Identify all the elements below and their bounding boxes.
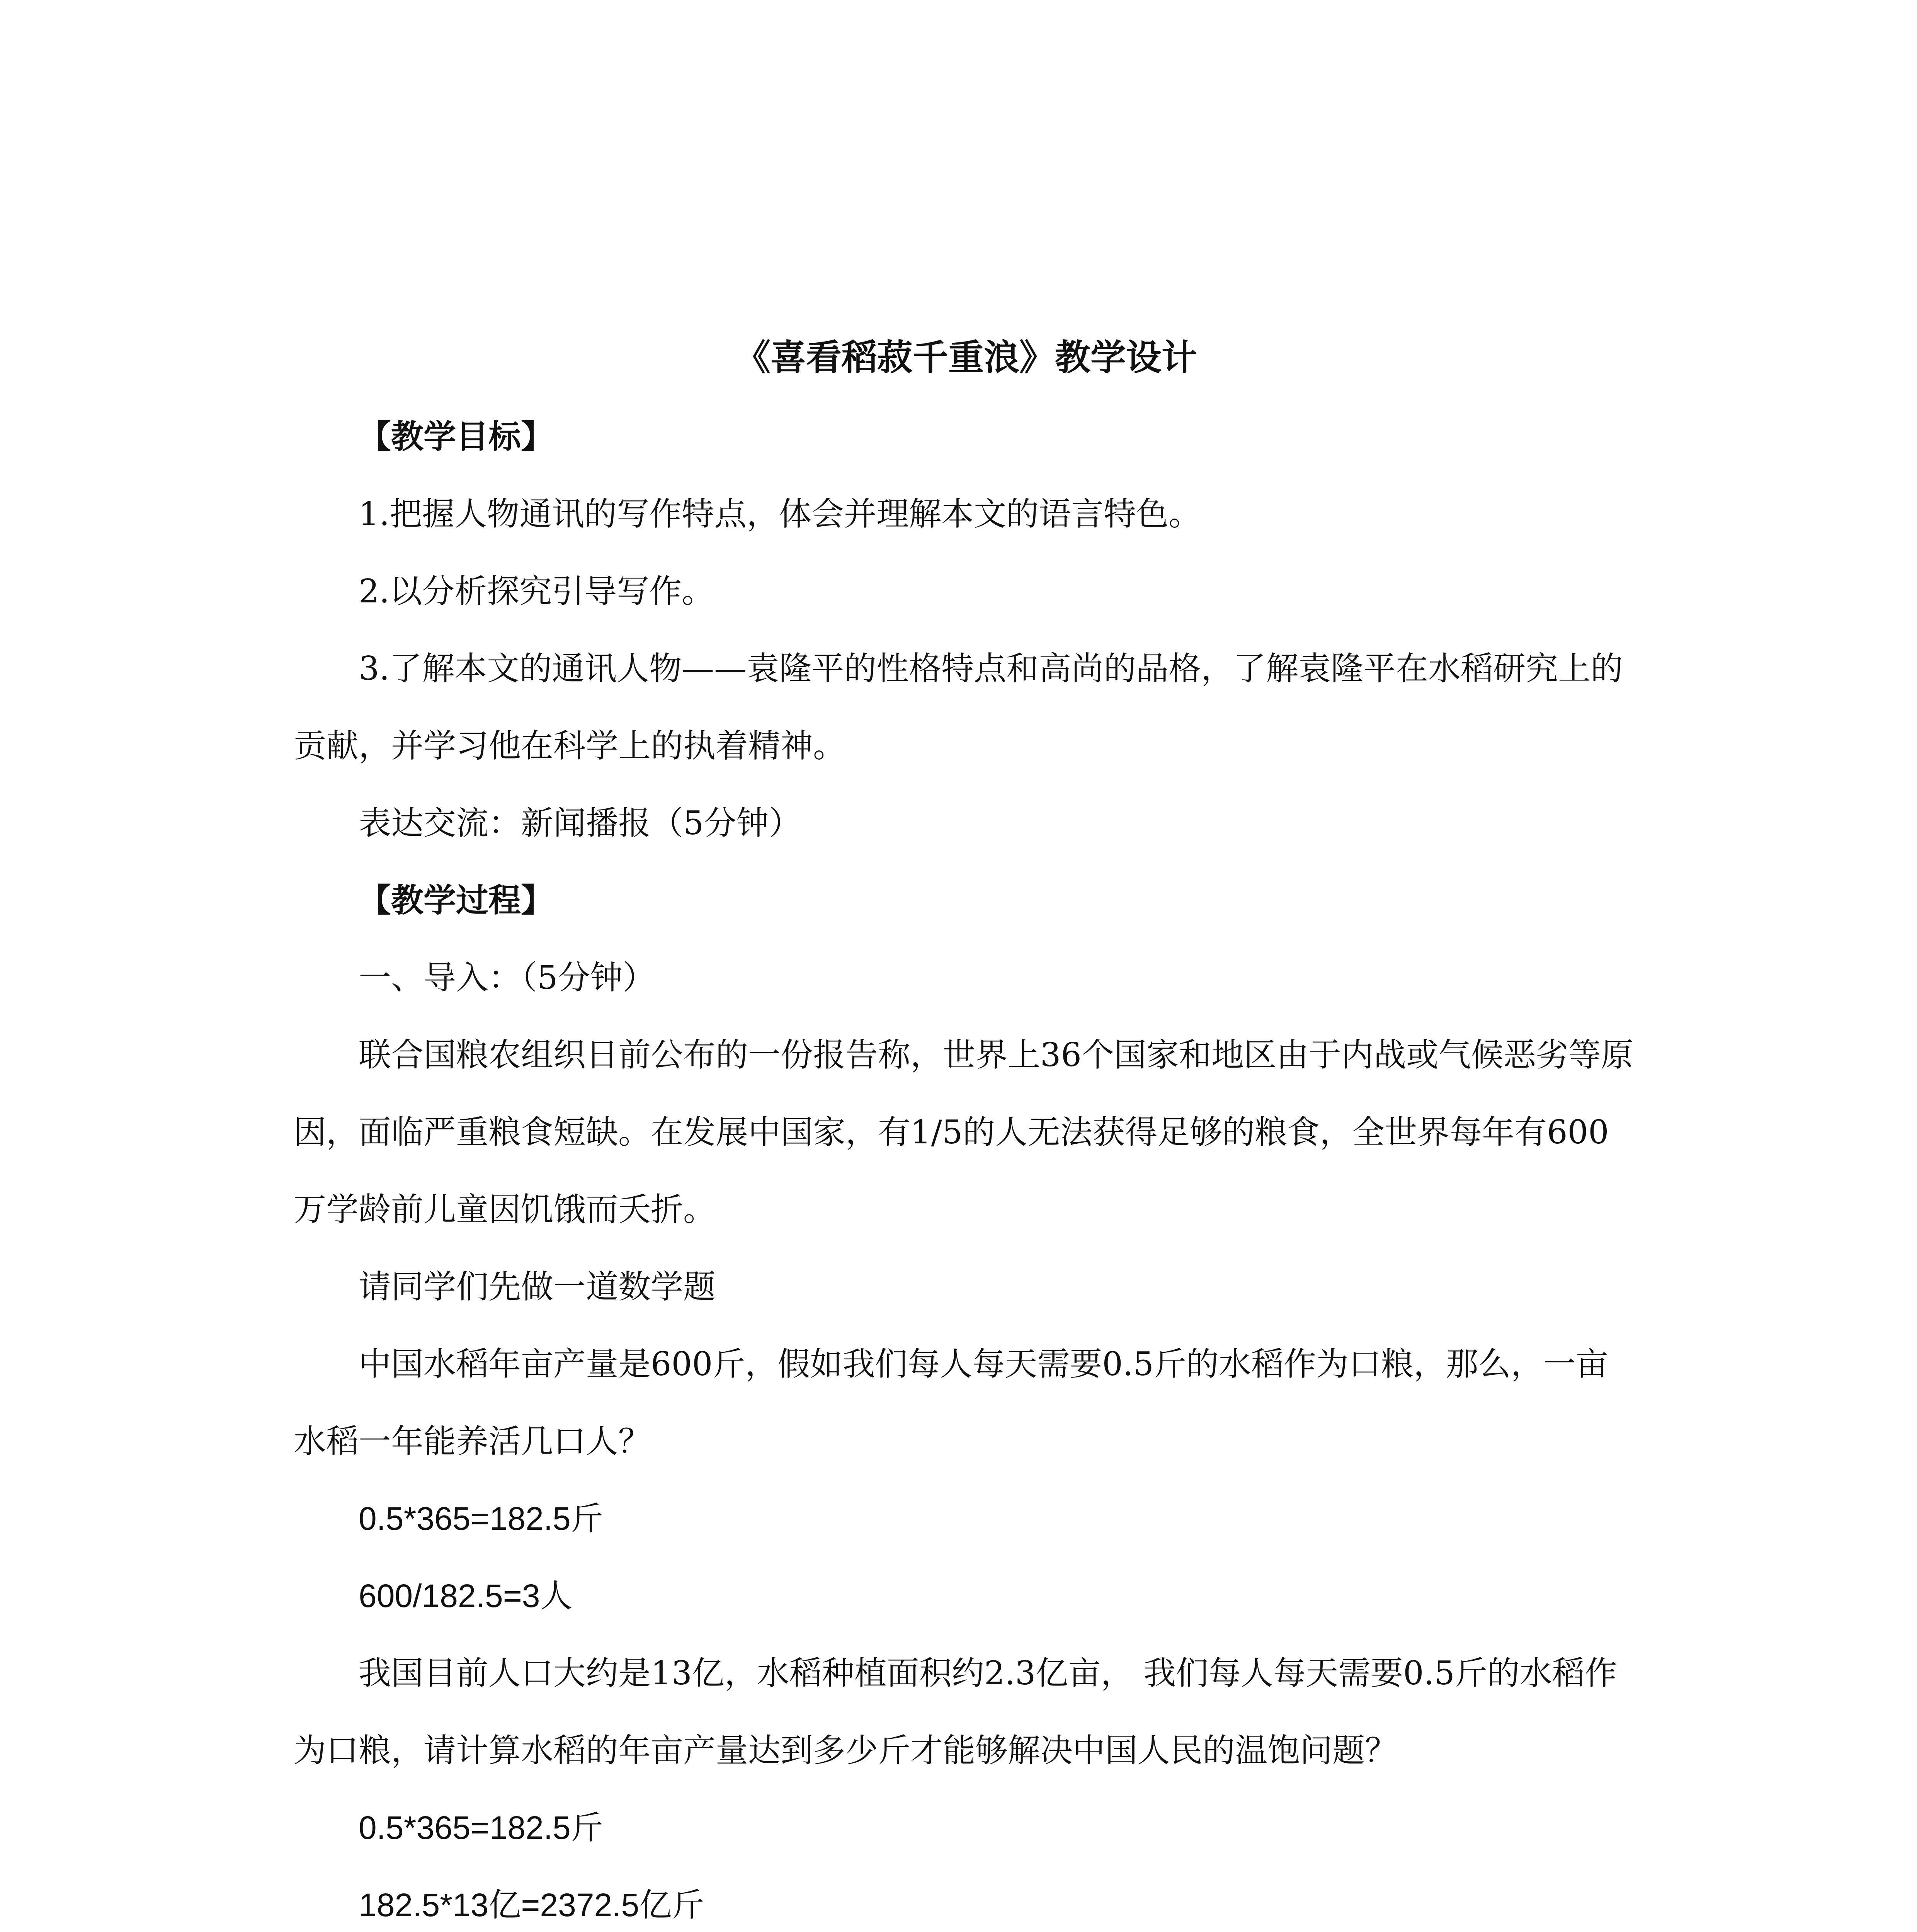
formula-line: 0.5*365=182.5斤 xyxy=(359,1500,603,1537)
document-body xyxy=(294,332,1638,1932)
paragraph: 2.以分析探究引导写作。 xyxy=(359,572,714,610)
section-heading: 【教学过程】 xyxy=(359,881,554,919)
paragraph: 请同学们先做一道数学题 xyxy=(359,1268,716,1306)
formula-line: 182.5*13亿=2372.5亿斤 xyxy=(359,1887,704,1923)
paragraph: 3.了解本文的通讯人物——袁隆平的性格特点和高尚的品格，了解袁隆平在水稻研究上的贡献，并学习他在科学上的执着精神。 xyxy=(294,650,1623,765)
paragraph: 我国目前人口大约是13亿，水稻种植面积约2.3亿亩， 我们每人每天需要0.5斤的水稻作为口粮，请计算水稻的年亩产量达到多少斤才能够解决中国人民的温饱问题？ xyxy=(294,1654,1617,1769)
paragraph-list xyxy=(294,398,1638,1932)
paragraph: 联合国粮农组织日前公布的一份报告称，世界上36个国家和地区由于内战或气候恶劣等原因，面临严重粮食短缺。在发展中国家，有1/5的人无法获得足够的粮食，全世界每年有600万学龄前儿童因饥饿而夭折。 xyxy=(294,1036,1633,1228)
formula-line: 600/182.5=3人 xyxy=(359,1578,573,1614)
paragraph: 1.把握人物通讯的写作特点，体会并理解本文的语言特色。 xyxy=(359,495,1201,533)
document-title: 《喜看稻菽千重浪》教学设计 xyxy=(735,337,1197,378)
section-heading: 【教学目标】 xyxy=(359,417,554,456)
paragraph: 中国水稻年亩产量是600斤，假如我们每人每天需要0.5斤的水稻作为口粮，那么，一亩水稻一年能养活几口人？ xyxy=(294,1345,1608,1460)
paragraph: 表达交流：新闻播报（5分钟） xyxy=(359,804,801,842)
formula-line: 0.5*365=182.5斤 xyxy=(359,1810,603,1846)
paragraph: 一、导入：（5分钟） xyxy=(359,959,655,997)
